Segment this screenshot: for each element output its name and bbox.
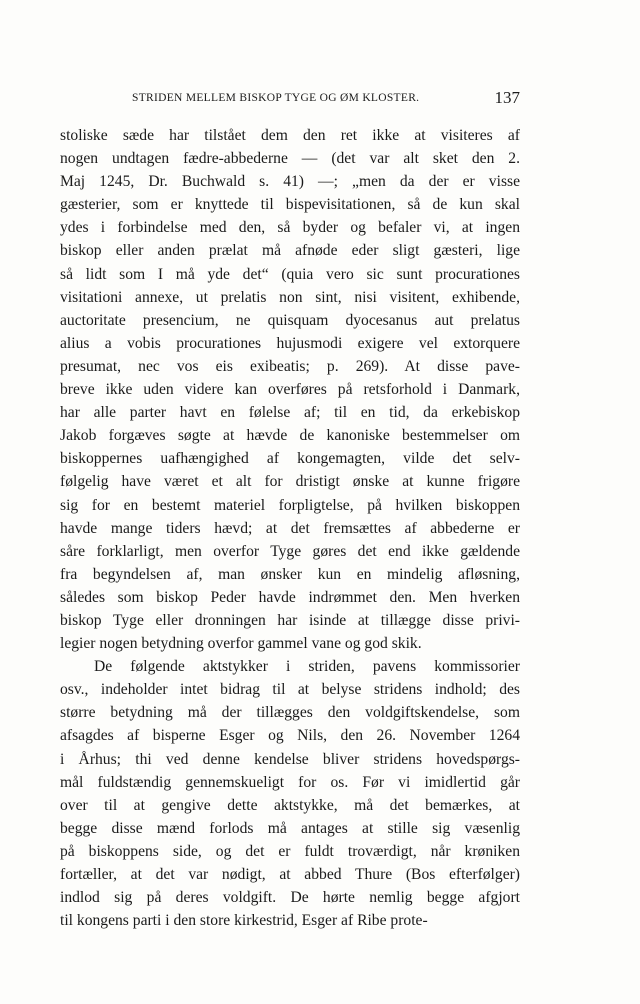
text-line: så lidt som I må yde det“ (quia vero sic sunt procurationes [60,265,520,283]
text-line: De følgende aktstykker i striden, pavens kommissorier [94,658,520,676]
text-line: fortæller, at det var nødigt, at abbed Thure (Bos efterfølger) [60,866,520,883]
text-line: visitationi annexe, ut prelatis non sint, nisi visitent, exhibende, [60,288,520,306]
text-line: biskop Tyge eller dronningen har isinde at tillægge disse privi- [60,611,520,629]
text-line: sig for en bestemt materiel forpligtelse, på hvilken biskoppen [60,496,520,514]
running-head [60,88,520,110]
text-line: fra begyndelsen af, man ønsker kun en mindelig afløsning, [60,565,520,583]
paragraph [60,124,520,655]
text-line: Jakob forgæves søgte at hævde de kanoniske bestemmelser om [60,427,520,445]
text-line: såre forklarligt, men overfor Tyge gøres det end ikke gældende [60,542,520,560]
text-line: til kongens parti i den store kirkestrid, Esger af Ribe prote- [60,912,428,930]
body-text [60,124,520,932]
text-line: over til at gengive dette aktstykke, må det bemærkes, at [60,796,520,814]
text-line: følgelig have været et alt for dristigt ønske at kunne frigøre [60,473,520,491]
running-title: STRIDEN MELLEM BISKOP TYGE OG ØM KLOSTER. [132,92,420,104]
text-line: mål fuldstændig gennemskueligt for os. Før vi imidlertid går [60,773,520,791]
text-line: presumat, nec vos eis exibeatis; p. 269). At disse pave- [60,357,520,375]
text-line: begge disse mænd forlods må antages at stille sig væsenlig [60,819,520,837]
text-line: afsagdes af bisperne Esger og Nils, den 26. November 1264 [60,727,520,745]
text-line: stoliske sæde har tilstået dem den ret ikke at visiteres af [60,127,520,144]
text-line: på biskoppens side, og det er fuldt troværdigt, når krøniken [60,842,520,860]
text-line: breve ikke uden videre kan overføres på retsforhold i Danmark, [60,381,520,399]
text-line: auctoritate presencium, ne quisquam dyocesanus aut prelatus [60,311,520,329]
text-line: alius a vobis procurationes hujusmodi exigere vel extorquere [60,334,520,352]
text-line: har alle parter havt en følelse af; til en tid, da erkebiskop [60,404,520,422]
text-line: i Århus; thi ved denne kendelse bliver stridens hovedspørgs- [60,750,520,768]
page-number: 137 [494,88,520,107]
text-line: større betydning må der tillægges den voldgiftskendelse, som [60,704,520,722]
text-line: biskoppernes uafhængighed af kongemagten, vilde det selv- [60,450,520,468]
text-line: legier nogen betydning overfor gammel vane og god skik. [60,635,422,653]
text-line: således som biskop Peder havde indrømmet den. Men hverken [60,588,520,606]
text-line: nogen undtagen fædre-abbederne — (det var alt sket den 2. [60,150,520,168]
text-line: osv., indeholder intet bidrag til at belyse stridens indhold; des [60,681,520,699]
text-line: Maj 1245, Dr. Buchwald s. 41) —; „men da der er visse [60,173,520,191]
text-line: havde mange tiders hævd; at det fremsættes af abbederne er [60,519,520,537]
text-line: ydes i forbindelse med den, så byder og befaler vi, at ingen [60,219,520,237]
paragraph [60,655,520,932]
text-line: indlod sig på deres voldgift. De hørte nemlig begge afgjort [60,889,520,907]
text-line: gæsterier, som er knyttede til bispevisitationen, så de kun skal [60,196,520,214]
text-line: biskop eller anden prælat må afnøde eder sligt gæsteri, lige [60,242,520,260]
